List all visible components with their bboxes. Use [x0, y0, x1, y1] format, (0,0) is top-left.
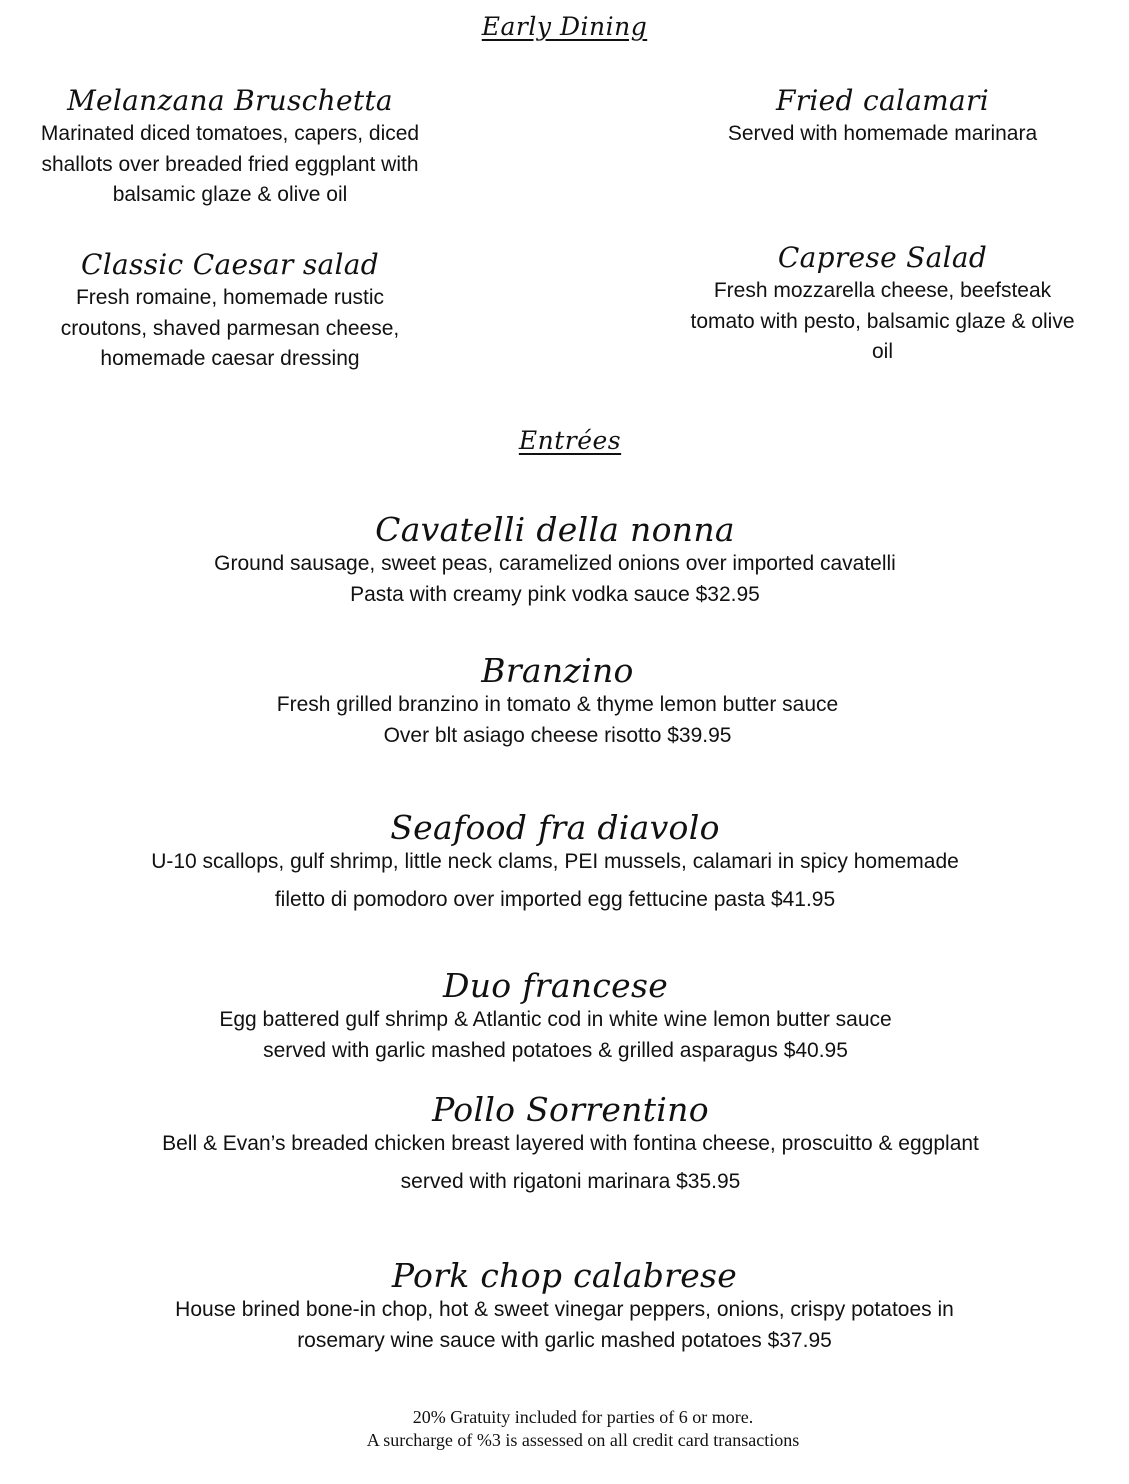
dish-name: Duo francese [442, 966, 669, 1005]
description-line: Served with homemade marinara [727, 122, 1038, 145]
dish-description [0, 1125, 1129, 1201]
description-line: served with rigatoni marinara $35.95 [400, 1170, 741, 1193]
description-line: balsamic glaze & olive oil [112, 183, 348, 206]
entree-duo-francese [0, 966, 1111, 1066]
description-line: Over blt asiago cheese risotto $39.95 [383, 723, 732, 747]
dish-name: Pollo Sorrentino [432, 1090, 709, 1129]
appetizer-classic-caesar-salad [20, 248, 440, 375]
entree-seafood-fra-diavolo [0, 808, 1110, 919]
dish-name: Classic Caesar salad [80, 248, 380, 281]
description-line: Pasta with creamy pink vodka sauce $32.95 [350, 582, 760, 606]
dish-description [20, 119, 440, 211]
description-line: filetto di pomodoro over imported egg fettucine pasta $41.95 [274, 888, 836, 911]
dish-name: Cavatelli della nonna [375, 510, 735, 549]
entrees-title: Entrées [518, 426, 622, 455]
description-line: served with garlic mashed potatoes & grilled asparagus $40.95 [263, 1038, 848, 1062]
description-line: homemade caesar dressing [100, 347, 360, 370]
entree-pork-chop-calabrese [0, 1256, 1129, 1356]
description-line: rosemary wine sauce with garlic mashed potatoes $37.95 [297, 1328, 832, 1352]
appetizer-caprese-salad [670, 241, 1095, 368]
dish-description [670, 119, 1095, 150]
description-line: Egg battered gulf shrimp & Atlantic cod in white wine lemon butter sauce [219, 1008, 892, 1031]
description-line: shallots over breaded fried eggplant with [41, 152, 419, 176]
dish-name: Melanzana Bruschetta [67, 84, 393, 117]
appetizer-fried-calamari [670, 84, 1095, 150]
gratuity-note: 20% Gratuity included for parties of 6 or more. [412, 1407, 754, 1427]
entree-pollo-sorrentino [0, 1090, 1129, 1201]
dish-name: Branzino [481, 651, 634, 690]
entree-cavatelli-della-nonna [0, 510, 1110, 610]
early-dining-title: Early Dining [481, 12, 648, 41]
description-line: Bell & Evan’s breaded chicken breast layered with fontina cheese, proscuitto & eggplant [162, 1132, 979, 1155]
appetizer-melanzana-bruschetta [20, 84, 440, 211]
menu-footer [0, 1406, 1129, 1452]
dish-description [0, 549, 1110, 610]
dish-description [0, 843, 1110, 919]
dish-description [20, 283, 440, 375]
dish-name: Seafood fra diavolo [390, 808, 720, 847]
description-line: tomato with pesto, balsamic glaze & olive [690, 309, 1075, 333]
description-line: croutons, shaved parmesan cheese, [60, 316, 400, 340]
description-line: oil [871, 340, 893, 363]
surcharge-note: A surcharge of %3 is assessed on all credit card transactions [366, 1430, 800, 1450]
description-line: Fresh mozzarella cheese, beefsteak [713, 279, 1052, 302]
dish-description [670, 276, 1095, 368]
description-line: House brined bone-in chop, hot & sweet vinegar peppers, onions, crispy potatoes in [175, 1298, 954, 1321]
description-line: U-10 scallops, gulf shrimp, little neck clams, PEI mussels, calamari in spicy homemade [151, 850, 959, 873]
entree-branzino [0, 651, 1115, 751]
description-line: Fresh grilled branzino in tomato & thyme lemon butter sauce [276, 693, 839, 716]
dish-description [0, 1295, 1129, 1356]
dish-name: Fried calamari [776, 84, 989, 117]
dish-description [0, 1005, 1111, 1066]
description-line: Fresh romaine, homemade rustic [75, 286, 385, 309]
description-line: Marinated diced tomatoes, capers, diced [40, 122, 420, 145]
dish-name: Pork chop calabrese [391, 1256, 738, 1295]
dish-description [0, 690, 1115, 751]
dish-name: Caprese Salad [777, 241, 988, 274]
description-line: Ground sausage, sweet peas, caramelized onions over imported cavatelli [214, 552, 896, 575]
